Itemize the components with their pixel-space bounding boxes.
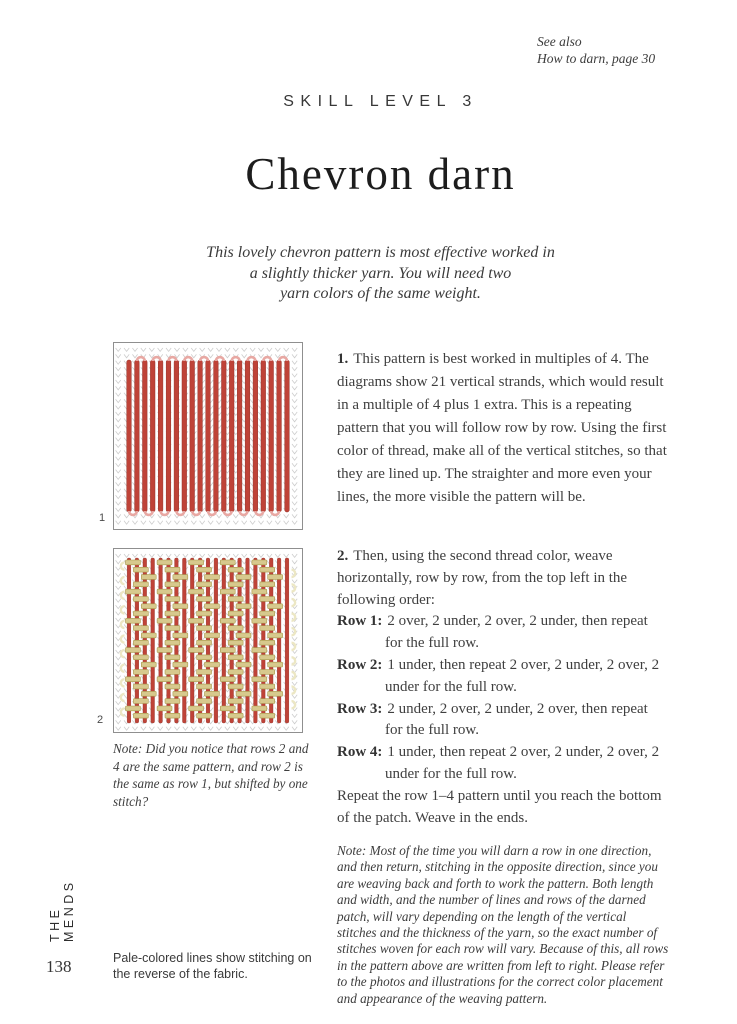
step-1-text: This pattern is best worked in multiples of 4. The diagrams show 21 vertical strands, which would result in a multiple of 4 plus 1 extra. This is a repeating pattern that you will follow row by row. Using the first color of thread, make all of the vertical stitches, so that they are lined up. The straighter and more even your lines, the more visible the pattern will be. bbox=[337, 351, 667, 505]
step-2-outro: Repeat the row 1–4 pattern until you reach the bottom of the patch. Weave in the ends. bbox=[337, 787, 662, 826]
chapter-sidebar-label: THE MENDS bbox=[48, 879, 76, 942]
diagram-2-woven-pattern bbox=[113, 548, 303, 733]
diagram-1-vertical-strands bbox=[113, 342, 303, 530]
step-2-number: 2. bbox=[337, 548, 349, 564]
row-4-label: Row 4: bbox=[337, 744, 383, 761]
diagram-1-svg bbox=[114, 343, 302, 529]
step-2-intro: Then, using the second thread color, weave horizontally, row by row, from the top left in the following order: bbox=[337, 548, 628, 608]
row-2-instruction: Row 2: 1 under, then repeat 2 over, 2 under, 2 over, 2 under for the full row. bbox=[337, 656, 660, 695]
page-title: Chevron darn bbox=[245, 149, 516, 199]
intro-line2: a slightly thicker yarn. You will need two bbox=[249, 264, 512, 282]
see-also-line1: See also bbox=[537, 34, 582, 49]
row-1-label: Row 1: bbox=[337, 613, 383, 630]
intro-line3: yarn colors of the same weight. bbox=[280, 285, 481, 302]
diagram-2-svg bbox=[114, 549, 302, 732]
bottom-note: Note: Most of the time you will darn a row in one direction, and then return, stitching in the opposite direction, since you are weaving back and forth to work the pattern. Both length and width, and the number of lines and rows of the darned patch, will vary depending on the length of the vertical stitches and the thickness of the yarn, so the exact number of stitches woven for each row will vary. Because of this, all rows in the pattern above are written from left to right. Please refer to the photos and illustrations for the correct color placement and appearance of the weaving pattern. bbox=[337, 843, 669, 1006]
skill-level-heading: SKILL LEVEL 3 bbox=[283, 93, 478, 110]
diagram-note: Note: Did you notice that rows 2 and 4 are the same pattern, and row 2 is the same as row 1, but shifted by one stitch? bbox=[113, 741, 309, 809]
row-4-instruction: Row 4: 1 under, then repeat 2 over, 2 under, 2 over, 2 under for the full row. bbox=[337, 744, 660, 782]
row-1-instruction: Row 1: 2 over, 2 under, 2 over, 2 under, then repeat for the full row. bbox=[337, 613, 648, 652]
diagram-caption: Pale-colored lines show stitching on the reverse of the fabric. bbox=[113, 951, 312, 981]
diagram-2-label: 2 bbox=[97, 714, 104, 726]
step-1-number: 1. bbox=[337, 351, 349, 367]
see-also-reference bbox=[537, 34, 655, 67]
intro-text bbox=[24, 243, 737, 305]
see-also-line2: How to darn, page 30 bbox=[537, 50, 656, 66]
step-1 bbox=[337, 348, 667, 509]
row-2-label: Row 2: bbox=[337, 656, 383, 673]
intro-line1: This lovely chevron pattern is most effective worked in bbox=[206, 244, 555, 261]
row-3-instruction: Row 3: 2 under, 2 over, 2 under, 2 over, then repeat for the full row. bbox=[337, 700, 648, 739]
diagram-1-label: 1 bbox=[99, 512, 106, 524]
page-number: 138 bbox=[46, 957, 72, 976]
step-2 bbox=[337, 546, 667, 829]
row-3-label: Row 3: bbox=[337, 700, 383, 717]
